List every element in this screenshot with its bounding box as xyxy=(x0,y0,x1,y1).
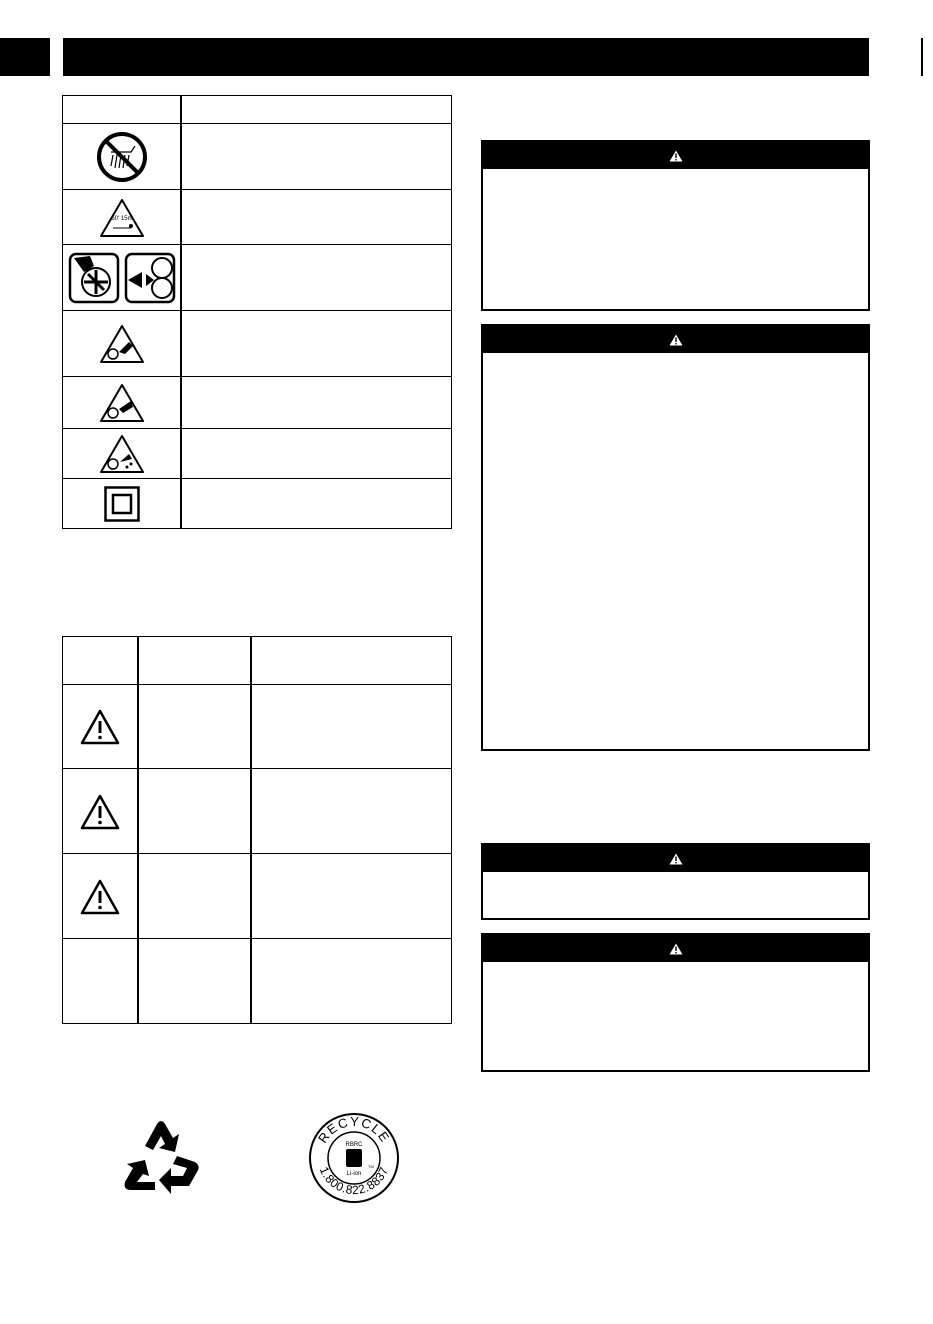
foot-blade-hazard-icon xyxy=(63,311,180,377)
table-row xyxy=(63,310,451,377)
seal-battery-text: Li-ion xyxy=(346,1171,362,1177)
table-row xyxy=(63,189,451,245)
symbol-table xyxy=(62,95,452,529)
page-edge-mark xyxy=(921,38,923,76)
alert-triangle-icon xyxy=(669,943,683,955)
warning-header xyxy=(483,326,868,353)
seal-top-text: RECYCLE xyxy=(314,1113,394,1146)
section-tab xyxy=(0,38,50,76)
safety-alert-triangle-icon xyxy=(63,685,137,769)
warning-header xyxy=(483,935,868,962)
table-row xyxy=(63,478,451,529)
thrown-objects-hazard-icon xyxy=(63,429,180,479)
table-row xyxy=(63,853,451,939)
warning-header xyxy=(483,845,868,872)
battery-icon xyxy=(346,1149,362,1167)
alert-triangle-icon xyxy=(669,150,683,162)
safety-alert-triangle-icon xyxy=(63,769,137,854)
table-row xyxy=(63,768,451,854)
warning-box xyxy=(481,843,870,920)
svg-text:50' 15m: 50' 15m xyxy=(110,215,133,222)
alert-triangle-icon xyxy=(669,334,683,346)
rotating-blade-hand-icon xyxy=(63,245,180,311)
svg-text:RECYCLE xyxy=(315,1114,393,1146)
table-row xyxy=(63,428,451,479)
no-rain-icon xyxy=(63,124,180,190)
bystander-distance-icon xyxy=(63,190,180,245)
warning-box xyxy=(481,140,870,311)
table-row xyxy=(63,244,451,311)
hand-blade-hazard-icon xyxy=(63,377,180,429)
signal-word-table xyxy=(62,636,452,1024)
warning-header xyxy=(483,142,868,169)
safety-alert-triangle-icon xyxy=(63,854,137,939)
table-row xyxy=(63,123,451,190)
section-header-bar xyxy=(63,38,869,76)
seal-middle-text: RBRC xyxy=(345,1142,363,1148)
double-insulation-icon xyxy=(63,479,180,529)
table-row xyxy=(63,376,451,429)
seal-phone-text: 1.800.822.8837 xyxy=(316,1164,392,1198)
rbrc-recycle-seal xyxy=(308,1112,400,1209)
table-row xyxy=(63,938,451,1024)
warning-box xyxy=(481,324,870,751)
table-row xyxy=(63,684,451,769)
seal-tm-text: TM xyxy=(368,1164,374,1169)
warning-box xyxy=(481,933,870,1072)
alert-triangle-icon xyxy=(669,853,683,865)
recycle-arrows-icon xyxy=(115,1112,207,1205)
